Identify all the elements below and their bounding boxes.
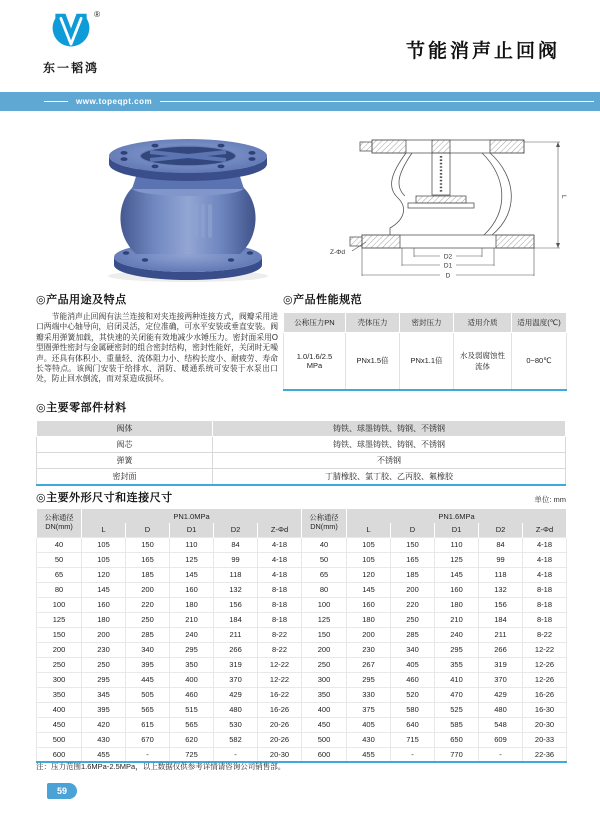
dim-data-row bbox=[37, 672, 567, 687]
dim-value-cell: 470 bbox=[435, 687, 479, 702]
dim-value-cell: 125 bbox=[170, 552, 214, 567]
dim-value-cell: 4-18 bbox=[523, 552, 567, 567]
dim-dn-cell: 250 bbox=[37, 657, 82, 672]
dim-dn-cell: 125 bbox=[37, 612, 82, 627]
perf-col-header: 公称压力PN bbox=[284, 313, 346, 333]
material-part-cell: 弹簧 bbox=[37, 453, 213, 469]
dim-value-cell: 16-30 bbox=[523, 702, 567, 717]
material-part-cell: 阀芯 bbox=[37, 437, 213, 453]
dim-value-cell: 160 bbox=[170, 582, 214, 597]
dim-value-cell: 430 bbox=[347, 732, 391, 747]
registered-trademark: ® bbox=[94, 10, 100, 19]
dim-value-cell: 295 bbox=[347, 672, 391, 687]
dim-value-cell: 12-22 bbox=[258, 657, 302, 672]
dim-value-cell: 118 bbox=[479, 567, 523, 582]
dim-value-cell: 200 bbox=[82, 627, 126, 642]
dim-value-cell: 200 bbox=[391, 582, 435, 597]
dim-value-cell: 12-26 bbox=[523, 657, 567, 672]
dim-value-cell: 295 bbox=[82, 672, 126, 687]
dim-value-cell: 230 bbox=[82, 642, 126, 657]
dim-col-header: Z-Φd bbox=[523, 523, 567, 537]
features-heading: ◎产品用途及特点 bbox=[36, 294, 127, 306]
dim-value-cell: 395 bbox=[82, 702, 126, 717]
dim-dn-cell: 200 bbox=[37, 642, 82, 657]
dim-value-cell: 240 bbox=[170, 627, 214, 642]
dim-value-cell: 160 bbox=[82, 597, 126, 612]
dim-value-cell: 565 bbox=[126, 702, 170, 717]
dim-col-header: D bbox=[391, 523, 435, 537]
material-name-cell: 铸铁、球墨铸铁、铸钢、不锈钢 bbox=[213, 437, 566, 453]
logo-icon bbox=[48, 11, 94, 57]
dim-dn-cell: 400 bbox=[37, 702, 82, 717]
dim-value-cell: 230 bbox=[347, 642, 391, 657]
dim-value-cell: 725 bbox=[170, 747, 214, 762]
materials-heading: ◎主要零部件材料 bbox=[36, 402, 127, 414]
dim-value-cell: 110 bbox=[170, 537, 214, 552]
pn16-group-header: PN1.6MPa bbox=[347, 509, 567, 523]
dim-value-cell: 715 bbox=[391, 732, 435, 747]
dim-value-cell: 548 bbox=[479, 717, 523, 732]
dim-value-cell: 200 bbox=[347, 627, 391, 642]
dim-dn-cell: 50 bbox=[302, 552, 347, 567]
valve-section-drawing bbox=[328, 132, 580, 280]
dim-value-cell: 8-18 bbox=[523, 612, 567, 627]
dim-dn-cell: 450 bbox=[302, 717, 347, 732]
materials-row bbox=[37, 453, 566, 469]
dim-value-cell: 180 bbox=[170, 597, 214, 612]
dim-value-cell: 8-18 bbox=[258, 582, 302, 597]
dim-value-cell: 200 bbox=[126, 582, 170, 597]
dim-data-row bbox=[37, 552, 567, 567]
materials-row bbox=[37, 469, 566, 485]
dim-col-header: L bbox=[347, 523, 391, 537]
dim-value-cell: 110 bbox=[435, 537, 479, 552]
dim-value-cell: 650 bbox=[435, 732, 479, 747]
material-part-cell: 阀体 bbox=[37, 421, 213, 437]
dim-value-cell: 84 bbox=[479, 537, 523, 552]
dim-value-cell: 355 bbox=[435, 657, 479, 672]
perf-value-cell: 水及弱腐蚀性流体 bbox=[454, 333, 512, 390]
dim-value-cell: 350 bbox=[170, 657, 214, 672]
dim-value-cell: 20-30 bbox=[258, 747, 302, 762]
page-title: 节能消声止回阀 bbox=[405, 41, 560, 62]
dim-dn-cell: 200 bbox=[302, 642, 347, 657]
dim-value-cell: 8-18 bbox=[523, 597, 567, 612]
dim-dn-cell: 600 bbox=[37, 747, 82, 762]
dim-value-cell: 267 bbox=[347, 657, 391, 672]
company-name: 东一韬鸿 bbox=[42, 61, 99, 75]
dim-value-cell: 520 bbox=[391, 687, 435, 702]
dim-data-row bbox=[37, 627, 567, 642]
dim-dn-cell: 50 bbox=[37, 552, 82, 567]
perf-col-header: 适用介质 bbox=[454, 313, 512, 333]
dim-data-row bbox=[37, 582, 567, 597]
dim-col-header: D1 bbox=[435, 523, 479, 537]
dim-value-cell: 515 bbox=[170, 702, 214, 717]
dim-value-cell: 99 bbox=[214, 552, 258, 567]
dim-value-cell: 460 bbox=[170, 687, 214, 702]
drawing-label-d: D bbox=[445, 272, 451, 280]
dim-value-cell: 16-22 bbox=[258, 687, 302, 702]
dim-data-row bbox=[37, 687, 567, 702]
dim-value-cell: 12-26 bbox=[523, 672, 567, 687]
dim-value-cell: 395 bbox=[126, 657, 170, 672]
dim-value-cell: 340 bbox=[126, 642, 170, 657]
dim-value-cell: 105 bbox=[347, 552, 391, 567]
dim-dn-cell: 80 bbox=[302, 582, 347, 597]
dim-value-cell: 120 bbox=[82, 567, 126, 582]
dim-col-header: L bbox=[82, 523, 126, 537]
dim-value-cell: 220 bbox=[391, 597, 435, 612]
product-photo bbox=[82, 126, 297, 291]
dim-value-cell: 615 bbox=[126, 717, 170, 732]
dim-value-cell: 84 bbox=[214, 537, 258, 552]
dim-value-cell: 4-18 bbox=[523, 537, 567, 552]
dim-value-cell: 319 bbox=[214, 657, 258, 672]
dim-value-cell: 266 bbox=[214, 642, 258, 657]
dim-col-header: D bbox=[126, 523, 170, 537]
banner-line-right bbox=[160, 101, 594, 102]
dim-value-cell: 8-18 bbox=[523, 582, 567, 597]
dim-value-cell: 609 bbox=[479, 732, 523, 747]
dim-value-cell: 20-26 bbox=[258, 717, 302, 732]
dim-col-header: D2 bbox=[214, 523, 258, 537]
dim-value-cell: 530 bbox=[214, 717, 258, 732]
dim-value-cell: - bbox=[391, 747, 435, 762]
dim-value-cell: 210 bbox=[435, 612, 479, 627]
dim-value-cell: - bbox=[214, 747, 258, 762]
banner-line-left bbox=[44, 101, 68, 102]
dim-value-cell: 4-18 bbox=[258, 552, 302, 567]
dim-value-cell: 211 bbox=[479, 627, 523, 642]
dim-value-cell: 185 bbox=[391, 567, 435, 582]
dim-value-cell: 330 bbox=[347, 687, 391, 702]
materials-row bbox=[37, 437, 566, 453]
dim-value-cell: 156 bbox=[479, 597, 523, 612]
dim-value-cell: 295 bbox=[170, 642, 214, 657]
dim-group-header-row bbox=[37, 509, 567, 523]
dim-dn-cell: 300 bbox=[302, 672, 347, 687]
dim-value-cell: 20-30 bbox=[523, 717, 567, 732]
dim-dn-cell: 100 bbox=[302, 597, 347, 612]
dim-value-cell: 580 bbox=[391, 702, 435, 717]
company-logo bbox=[34, 11, 108, 76]
pn10-group-header: PN1.0MPa bbox=[82, 509, 302, 523]
page-number-badge: 59 bbox=[47, 783, 77, 799]
dim-value-cell: 585 bbox=[435, 717, 479, 732]
dim-value-cell: 455 bbox=[347, 747, 391, 762]
dim-value-cell: 319 bbox=[479, 657, 523, 672]
dim-value-cell: 4-18 bbox=[258, 537, 302, 552]
dim-value-cell: 405 bbox=[391, 657, 435, 672]
dim-value-cell: 8-22 bbox=[523, 627, 567, 642]
dim-value-cell: 505 bbox=[126, 687, 170, 702]
performance-header-row bbox=[284, 313, 567, 333]
dim-data-row bbox=[37, 612, 567, 627]
dim-value-cell: 240 bbox=[435, 627, 479, 642]
dim-value-cell: 250 bbox=[82, 657, 126, 672]
dim-dn-cell: 400 bbox=[302, 702, 347, 717]
dim-value-cell: 120 bbox=[347, 567, 391, 582]
dim-value-cell: 145 bbox=[82, 582, 126, 597]
dim-data-row bbox=[37, 567, 567, 582]
dim-value-cell: 132 bbox=[479, 582, 523, 597]
dim-value-cell: 150 bbox=[126, 537, 170, 552]
dim-value-cell: 8-18 bbox=[258, 597, 302, 612]
material-name-cell: 铸铁、球墨铸铁、铸钢、不锈钢 bbox=[213, 421, 566, 437]
dim-value-cell: 8-18 bbox=[258, 612, 302, 627]
dim-value-cell: 429 bbox=[214, 687, 258, 702]
dim-dn-cell: 350 bbox=[302, 687, 347, 702]
dim-data-row bbox=[37, 657, 567, 672]
dim-dn-cell: 150 bbox=[302, 627, 347, 642]
dim-value-cell: 22-36 bbox=[523, 747, 567, 762]
dim-value-cell: 132 bbox=[214, 582, 258, 597]
technical-drawing bbox=[328, 132, 580, 285]
performance-section bbox=[283, 291, 566, 391]
dim-data-row bbox=[37, 597, 567, 612]
dim-value-cell: 220 bbox=[126, 597, 170, 612]
dim-value-cell: 150 bbox=[391, 537, 435, 552]
dim-value-cell: 20-33 bbox=[523, 732, 567, 747]
dim-col-header: D1 bbox=[170, 523, 214, 537]
dim-value-cell: 640 bbox=[391, 717, 435, 732]
dim-dn-cell: 450 bbox=[37, 717, 82, 732]
dim-value-cell: 20-26 bbox=[258, 732, 302, 747]
dim-data-row bbox=[37, 732, 567, 747]
dim-dn-cell: 600 bbox=[302, 747, 347, 762]
dim-dn-cell: 40 bbox=[302, 537, 347, 552]
dn-column-header: 公称通径 DN(mm) bbox=[37, 509, 82, 537]
dim-data-row bbox=[37, 537, 567, 552]
drawing-label-d1: D1 bbox=[443, 262, 453, 270]
perf-value-cell: PNx1.5倍 bbox=[346, 333, 400, 390]
dim-dn-cell: 150 bbox=[37, 627, 82, 642]
perf-value-cell: 1.0/1.6/2.5 MPa bbox=[284, 333, 346, 390]
dim-value-cell: 4-18 bbox=[258, 567, 302, 582]
dim-value-cell: 405 bbox=[347, 717, 391, 732]
material-name-cell: 丁腈橡胶、氯丁胶、乙丙胶、氟橡胶 bbox=[213, 469, 566, 485]
dim-value-cell: 375 bbox=[347, 702, 391, 717]
dim-value-cell: 210 bbox=[170, 612, 214, 627]
dimensions-table bbox=[36, 509, 567, 763]
dim-value-cell: 145 bbox=[170, 567, 214, 582]
dim-value-cell: - bbox=[479, 747, 523, 762]
dim-value-cell: 370 bbox=[214, 672, 258, 687]
dim-value-cell: 160 bbox=[435, 582, 479, 597]
unit-label: 单位: mm bbox=[534, 495, 566, 504]
website-url: www.topeqpt.com bbox=[76, 97, 153, 106]
dim-value-cell: 105 bbox=[347, 537, 391, 552]
dim-value-cell: 118 bbox=[214, 567, 258, 582]
dim-value-cell: 480 bbox=[479, 702, 523, 717]
dn-column-header: 公称通径 DN(mm) bbox=[302, 509, 347, 537]
dim-col-header: Z-Φd bbox=[258, 523, 302, 537]
dim-data-row bbox=[37, 642, 567, 657]
dim-data-row bbox=[37, 747, 567, 762]
dim-data-row bbox=[37, 717, 567, 732]
dim-value-cell: 455 bbox=[82, 747, 126, 762]
dim-value-cell: 250 bbox=[126, 612, 170, 627]
dim-dn-cell: 65 bbox=[37, 567, 82, 582]
dim-dn-cell: 500 bbox=[37, 732, 82, 747]
materials-row bbox=[37, 421, 566, 437]
dim-value-cell: 285 bbox=[126, 627, 170, 642]
dim-value-cell: 670 bbox=[126, 732, 170, 747]
dim-value-cell: 429 bbox=[479, 687, 523, 702]
perf-value-cell: PNx1.1倍 bbox=[400, 333, 454, 390]
dim-value-cell: 105 bbox=[82, 552, 126, 567]
dim-dn-cell: 350 bbox=[37, 687, 82, 702]
dim-value-cell: 16-26 bbox=[523, 687, 567, 702]
performance-heading: ◎产品性能规范 bbox=[283, 294, 363, 306]
dim-value-cell: 12-22 bbox=[523, 642, 567, 657]
dim-value-cell: 185 bbox=[126, 567, 170, 582]
materials-table bbox=[36, 420, 566, 486]
drawing-label-zd: Z-Φd bbox=[330, 249, 345, 256]
dim-value-cell: 620 bbox=[170, 732, 214, 747]
performance-table bbox=[283, 312, 567, 391]
dim-value-cell: 180 bbox=[435, 597, 479, 612]
performance-value-row bbox=[284, 333, 567, 390]
dim-value-cell: 565 bbox=[170, 717, 214, 732]
dim-value-cell: 160 bbox=[347, 597, 391, 612]
dim-value-cell: 480 bbox=[214, 702, 258, 717]
dim-dn-cell: 500 bbox=[302, 732, 347, 747]
dim-value-cell: 370 bbox=[479, 672, 523, 687]
dim-value-cell: 8-22 bbox=[258, 642, 302, 657]
dim-value-cell: 582 bbox=[214, 732, 258, 747]
dim-dn-cell: 65 bbox=[302, 567, 347, 582]
drawing-label-d2: D2 bbox=[443, 253, 453, 261]
dim-value-cell: 770 bbox=[435, 747, 479, 762]
dim-value-cell: 4-18 bbox=[523, 567, 567, 582]
dim-dn-cell: 80 bbox=[37, 582, 82, 597]
dim-value-cell: 445 bbox=[126, 672, 170, 687]
features-text: 节能消声止回阀有法兰连接和对夹连接两种连接方式，阀瓣采用进口两端中心轴导向，启闭灵活，定位准确，可水平安装或垂直安装。阀瓣采用弹簧加载，其快速的关闭能有效地减少水锤压力。密封面采用O型圈弹性密封与金属硬密封的组合密封结构，密封性能好，关闭时无噪声。还具有体积小、重量轻、流体阻力小、结构长度小、耐疲劳、寿命长等特点。该阀门安装于给排水、消防、暖通系统可安装于水泵出口处，防止回水倒流，而对泵造成损坏。 bbox=[36, 312, 278, 384]
perf-col-header: 适用温度(℃) bbox=[512, 313, 567, 333]
dim-value-cell: 125 bbox=[435, 552, 479, 567]
perf-col-header: 壳体压力 bbox=[346, 313, 400, 333]
dimensions-heading: ◎主要外形尺寸和连接尺寸 bbox=[36, 492, 173, 504]
footnote: 注：压力范围1.6MPa-2.5MPa，以上数据仅供参考详情请咨询公司销售部。 bbox=[36, 762, 286, 771]
dim-value-cell: 420 bbox=[82, 717, 126, 732]
dim-col-header: D2 bbox=[479, 523, 523, 537]
features-section bbox=[36, 291, 278, 385]
dim-value-cell: 180 bbox=[82, 612, 126, 627]
dim-dn-cell: 250 bbox=[302, 657, 347, 672]
dim-value-cell: 165 bbox=[126, 552, 170, 567]
drawing-label-l: L bbox=[560, 195, 567, 199]
dim-value-cell: 295 bbox=[435, 642, 479, 657]
materials-section bbox=[36, 399, 566, 486]
dim-value-cell: - bbox=[126, 747, 170, 762]
dim-value-cell: 250 bbox=[391, 612, 435, 627]
perf-value-cell: 0~80℃ bbox=[512, 333, 567, 390]
dim-dn-cell: 125 bbox=[302, 612, 347, 627]
perf-col-header: 密封压力 bbox=[400, 313, 454, 333]
dim-value-cell: 525 bbox=[435, 702, 479, 717]
website-banner bbox=[0, 92, 600, 111]
dim-value-cell: 430 bbox=[82, 732, 126, 747]
dim-dn-cell: 300 bbox=[37, 672, 82, 687]
dim-value-cell: 180 bbox=[347, 612, 391, 627]
dim-value-cell: 12-22 bbox=[258, 672, 302, 687]
dim-value-cell: 8-22 bbox=[258, 627, 302, 642]
dim-value-cell: 340 bbox=[391, 642, 435, 657]
dim-value-cell: 345 bbox=[82, 687, 126, 702]
dimensions-section bbox=[36, 489, 566, 763]
dim-value-cell: 184 bbox=[214, 612, 258, 627]
dim-value-cell: 211 bbox=[214, 627, 258, 642]
dim-value-cell: 400 bbox=[170, 672, 214, 687]
dim-value-cell: 145 bbox=[435, 567, 479, 582]
dim-value-cell: 266 bbox=[479, 642, 523, 657]
material-name-cell: 不锈钢 bbox=[213, 453, 566, 469]
dim-value-cell: 105 bbox=[82, 537, 126, 552]
dim-value-cell: 460 bbox=[391, 672, 435, 687]
dim-dn-cell: 40 bbox=[37, 537, 82, 552]
material-part-cell: 密封面 bbox=[37, 469, 213, 485]
dim-value-cell: 145 bbox=[347, 582, 391, 597]
dim-value-cell: 184 bbox=[479, 612, 523, 627]
dim-value-cell: 156 bbox=[214, 597, 258, 612]
dim-value-cell: 16-26 bbox=[258, 702, 302, 717]
dim-data-row bbox=[37, 702, 567, 717]
dim-value-cell: 99 bbox=[479, 552, 523, 567]
dim-dn-cell: 100 bbox=[37, 597, 82, 612]
dim-value-cell: 165 bbox=[391, 552, 435, 567]
valve-photo-image bbox=[82, 126, 297, 286]
dim-value-cell: 285 bbox=[391, 627, 435, 642]
dim-value-cell: 410 bbox=[435, 672, 479, 687]
